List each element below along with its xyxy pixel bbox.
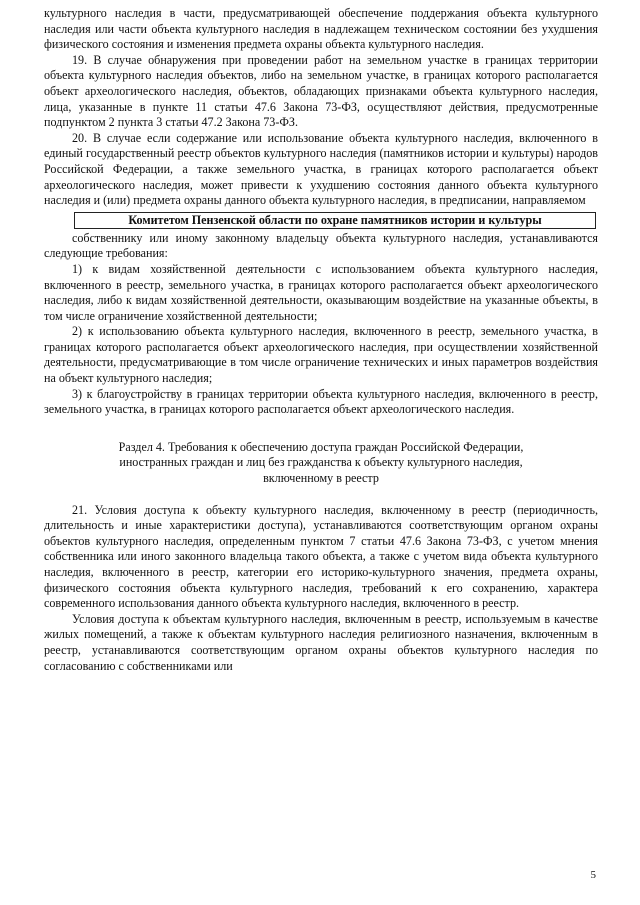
requirement-1: 1) к видам хозяйственной деятельности с использованием объекта культурного наследия, включенного в реестр, земельного участка, в границах которого располагается объект археологического наследия, либо к видам хозяйственной деятельности, оказывающим воздействие на указанные объекты, в том числе ограничение хозяйственной деятельности;: [44, 261, 598, 323]
section-heading-line: включенному в реестр: [263, 471, 379, 486]
body-mid: [44, 231, 598, 418]
section-heading-line: иностранных граждан и лиц без гражданства к объекту культурного наследия,: [119, 455, 523, 470]
section-heading: [44, 440, 598, 487]
authority-box: Комитетом Пензенской области по охране памятников истории и культуры: [74, 212, 596, 229]
requirement-2: 2) к использованию объекта культурного наследия, включенного в реестр, земельного участка, в границах которого располагается объект археологического наследия, при осуществлении хозяйственной деятельности, предусматривающие в том числе ограничение технических и иных параметров воздействия на объект культурного наследия;: [44, 324, 598, 386]
requirement-3: 3) к благоустройству в границах территории объекта культурного наследия, включенного в реестр, земельного участка, в границах которого располагается объект археологического наследия.: [44, 386, 598, 417]
paragraph-21-second: Условия доступа к объектам культурного наследия, включенным в реестр, используемым в качестве жилых помещений, а также к объектам культурного наследия религиозного назначения, включенным в реестр, устанавливаются соответствующим органом охраны объектов культурного наследия по согласованию с собственниками или: [44, 611, 598, 673]
page-number: 5: [590, 869, 596, 881]
body-top: [44, 6, 598, 209]
body-bottom: [44, 503, 598, 675]
spacer: [44, 487, 598, 503]
paragraph-20-continued: собственнику или иному законному владельцу объекта культурного наследия, устанавливаются следующие требования:: [44, 230, 598, 261]
section-heading-line: Раздел 4. Требования к обеспечению доступа граждан Российской Федерации,: [118, 439, 524, 454]
paragraph-19: 19. В случае обнаружения при проведении работ на земельном участке в границах территории объекта культурного наследия объектов, либо на земельном участке, в границах которого располагается объект археологического наследия, объектов, обладающих признаками объекта культурного наследия, лица, указанные в пункте 11 статьи 47.6 Закона 73-ФЗ, осуществляют действия, предусмотренные подпунктом 2 пункта 3 статьи 47.2 Закона 73-ФЗ.: [44, 52, 598, 130]
paragraph-continuation: культурного наследия в части, предусматривающей обеспечение поддержания объекта культурного наследия или части объекта культурного наследия в надлежащем техническом состоянии без ухудшения физического состояния и изменения предмета охраны объекта культурного наследия.: [44, 6, 598, 52]
paragraph-20: 20. В случае если содержание или использование объекта культурного наследия, включенного в единый государственный реестр объектов культурного наследия (памятников истории и культуры) народов Российской Федерации, а также земельного участка, в границах которого располагается объект археологического наследия, может привести к ухудшению состояния данного объекта культурного наследия и (или) предмета охраны данного объекта культурного наследия, в предписании, направляемом: [44, 130, 598, 208]
paragraph-21: 21. Условия доступа к объекту культурного наследия, включенному в реестр (периодичность, длительность и иные характеристики доступа), устанавливаются соответствующим органом охраны объектов культурного наследия, определенным пунктом 7 статьи 47.6 Закона 73-ФЗ, с учетом мнения собственника или иного законного владельца такого объекта, а также с учетом вида объекта культурного наследия, включенного в реестр, категории его историко-культурного значения, предмета охраны, физического состояния объекта культурного наследия, требований к его сохранению, характера современного использования данного объекта культурного наследия, включенного в реестр.: [44, 502, 598, 611]
